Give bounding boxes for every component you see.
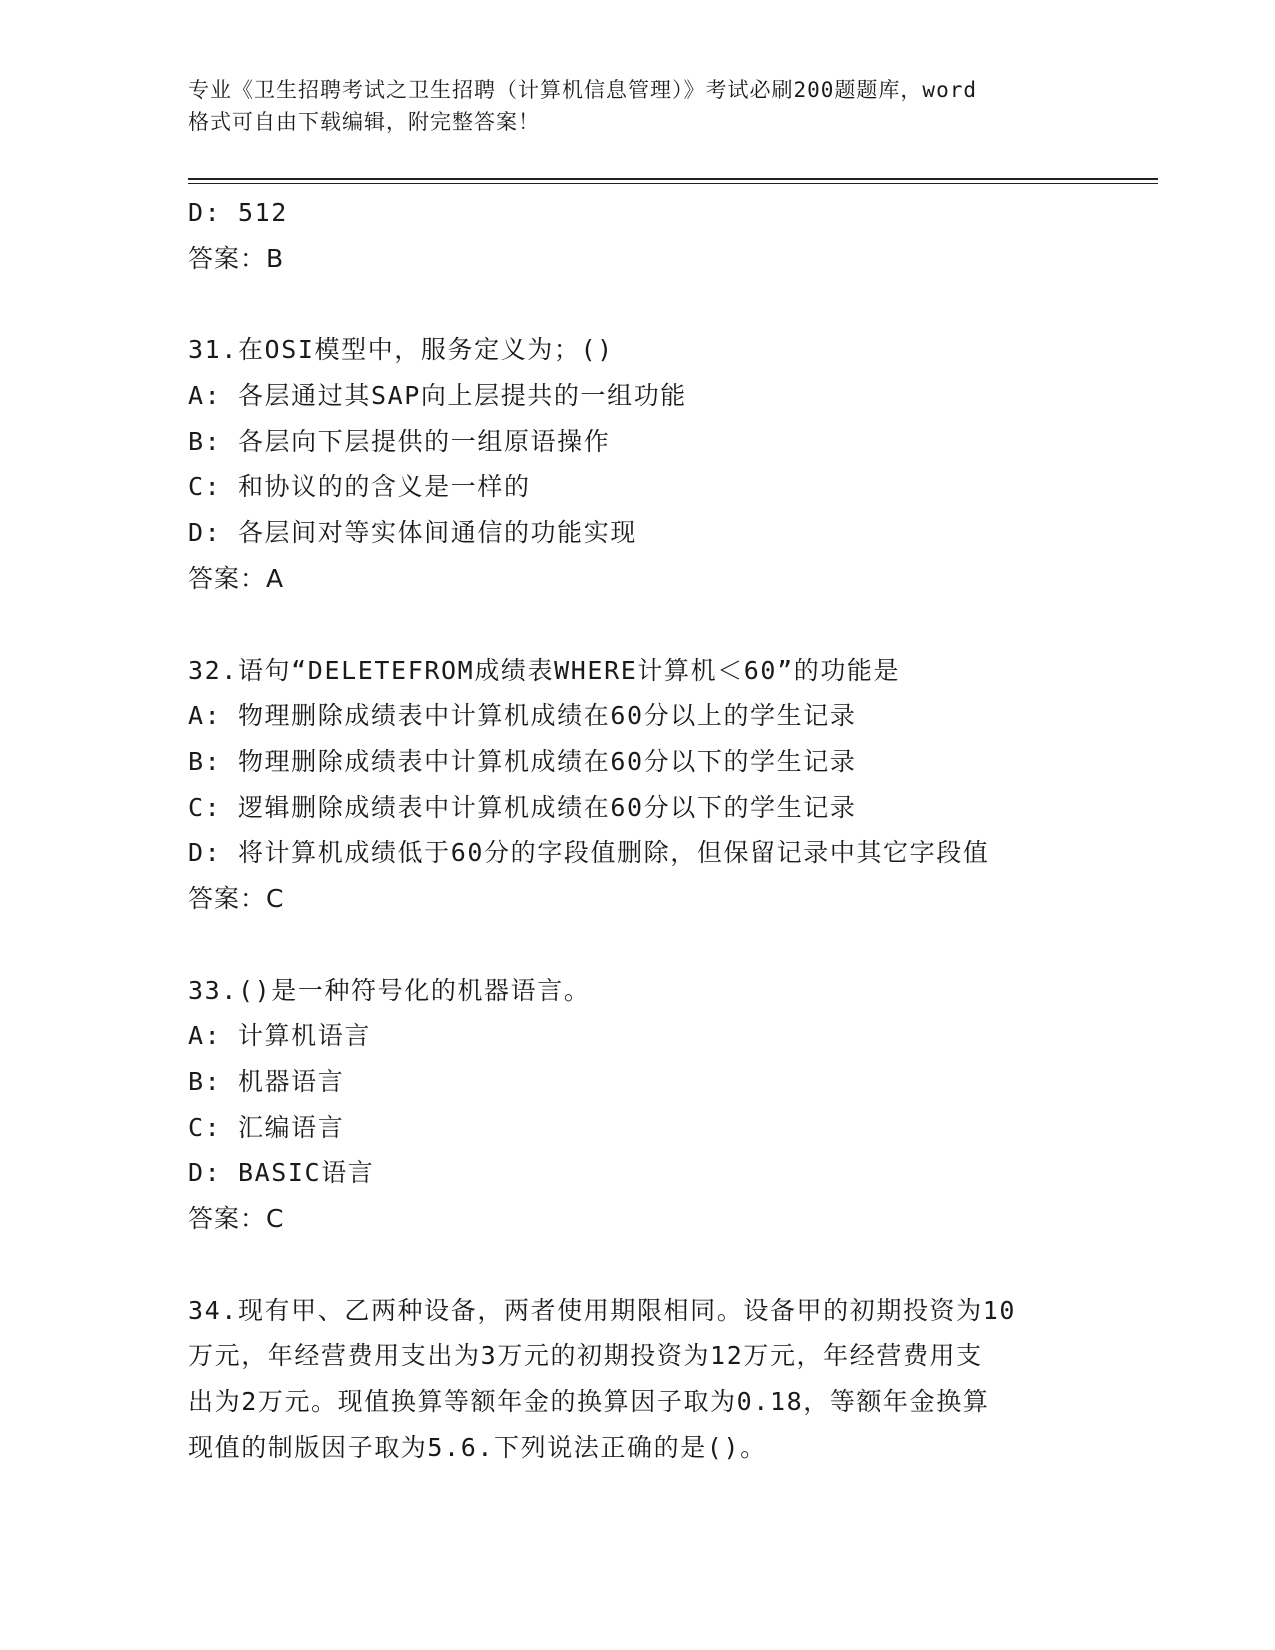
answer-line: 答案：C: [188, 1204, 285, 1234]
header-title-line-2: 格式可自由下载编辑，附完整答案！: [188, 110, 540, 134]
option-b: B: 物理删除成绩表中计算机成绩在60分以下的学生记录: [188, 746, 857, 776]
option-a: A: 物理删除成绩表中计算机成绩在60分以上的学生记录: [188, 701, 857, 731]
answer-line: 答案：A: [188, 563, 285, 593]
spacer: [188, 281, 1088, 327]
question-stem-line-3: 出为2万元。现值换算等额年金的换算因子取为0.18，等额年金换算: [188, 1387, 990, 1417]
answer-line: 答案：B: [188, 243, 285, 273]
option-d: D: 各层间对等实体间通信的功能实现: [188, 518, 637, 548]
question-stem: 33.()是一种符号化的机器语言。: [188, 975, 591, 1005]
question-block-prev: [188, 190, 1088, 281]
header-title-line-1: 专业《卫生招聘考试之卫生招聘（计算机信息管理）》考试必刷200题题库，word: [188, 78, 977, 102]
option-d: D: 将计算机成绩低于60分的字段值删除，但保留记录中其它字段值: [188, 838, 990, 868]
question-stem-line-2: 万元，年经营费用支出为3万元的初期投资为12万元，年经营费用支: [188, 1341, 983, 1371]
question-list: [188, 190, 1088, 1471]
question-block-32: [188, 648, 1088, 922]
spacer: [188, 1242, 1088, 1288]
option-c: C: 逻辑删除成绩表中计算机成绩在60分以下的学生记录: [188, 792, 857, 822]
spacer: [188, 602, 1088, 648]
option-a: A: 计算机语言: [188, 1021, 371, 1051]
question-block-34: [188, 1288, 1088, 1471]
option-c: C: 和协议的的含义是一样的: [188, 472, 531, 502]
option-b: B: 各层向下层提供的一组原语操作: [188, 426, 611, 456]
option-b: B: 机器语言: [188, 1067, 345, 1096]
question-stem-line-1: 34.现有甲、乙两种设备，两者使用期限相同。设备甲的初期投资为10: [188, 1295, 1017, 1325]
document-header: [188, 74, 1088, 138]
question-stem: 31.在OSI模型中，服务定义为；(): [188, 335, 614, 365]
option-c: C: 汇编语言: [188, 1112, 345, 1142]
header-divider-thin: [188, 183, 1158, 184]
option-d: D: BASIC语言: [188, 1158, 375, 1188]
header-divider-thick: [188, 178, 1158, 180]
question-block-31: [188, 327, 1088, 601]
answer-line: 答案：C: [188, 883, 285, 913]
option-a: A: 各层通过其SAP向上层提共的一组功能: [188, 381, 687, 411]
question-stem-line-4: 现值的制版因子取为5.6.下列说法正确的是()。: [188, 1432, 767, 1462]
question-block-33: [188, 968, 1088, 1242]
spacer: [188, 922, 1088, 968]
option-d: D: 512: [188, 198, 288, 227]
question-stem: 32.语句“DELETEFROM成绩表WHERE计算机＜60”的功能是: [188, 655, 901, 685]
